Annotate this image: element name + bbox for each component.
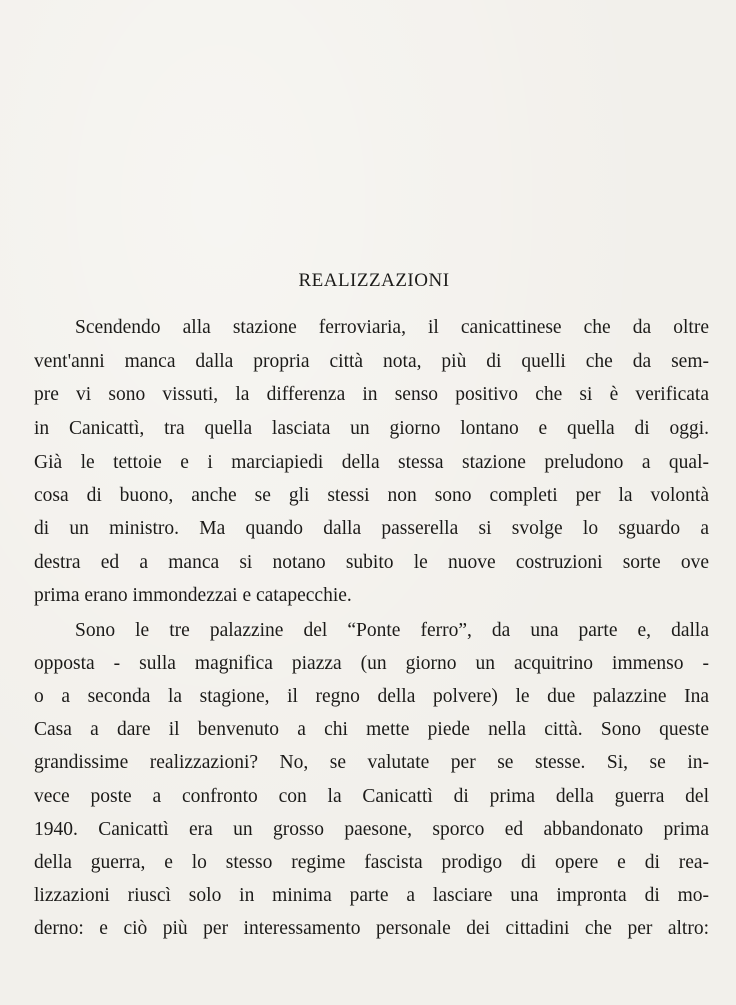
text-line: derno: e ciò più per interessamento personale dei cittadini che per altro: [34, 918, 709, 939]
text-line: cosa di buono, anche se gli stessi non sono completi per la volontà [34, 485, 709, 506]
text-line: lizzazioni riuscì solo in minima parte a lasciare una impronta di mo- [34, 885, 709, 906]
text-line: destra ed a manca si notano subito le nuove costruzioni sorte ove [34, 552, 709, 573]
text-line: Già le tettoie e i marciapiedi della stessa stazione preludono a qual- [34, 452, 709, 473]
text-line: o a seconda la stagione, il regno della polvere) le due palazzine Ina [34, 686, 709, 707]
text-line: pre vi sono vissuti, la differenza in senso positivo che si è verificata [34, 384, 709, 405]
text-line: prima erano immondezzai e catapecchie. [34, 585, 352, 606]
page-title: REALIZZAZIONI [298, 270, 450, 291]
text-line: vece poste a confronto con la Canicattì di prima della guerra del [34, 786, 709, 807]
text-line: di un ministro. Ma quando dalla passerella si svolge lo sguardo a [34, 518, 709, 539]
text-line: Sono le tre palazzine del “Ponte ferro”, da una parte e, dalla [75, 620, 709, 641]
text-line: Scendendo alla stazione ferroviaria, il canicattinese che da oltre [75, 317, 709, 338]
text-line: Casa a dare il benvenuto a chi mette piede nella città. Sono queste [34, 719, 709, 740]
text-line: della guerra, e lo stesso regime fascista prodigo di opere e di rea- [34, 852, 709, 873]
text-line: vent'anni manca dalla propria città nota, più di quelli che da sem- [34, 351, 709, 372]
text-line: 1940. Canicattì era un grosso paesone, sporco ed abbandonato prima [34, 819, 709, 840]
text-line: opposta - sulla magnifica piazza (un giorno un acquitrino immenso - [34, 653, 709, 674]
text-line: in Canicattì, tra quella lasciata un giorno lontano e quella di oggi. [34, 418, 709, 439]
text-line: grandissime realizzazioni? No, se valutate per se stesse. Si, se in- [34, 752, 709, 773]
